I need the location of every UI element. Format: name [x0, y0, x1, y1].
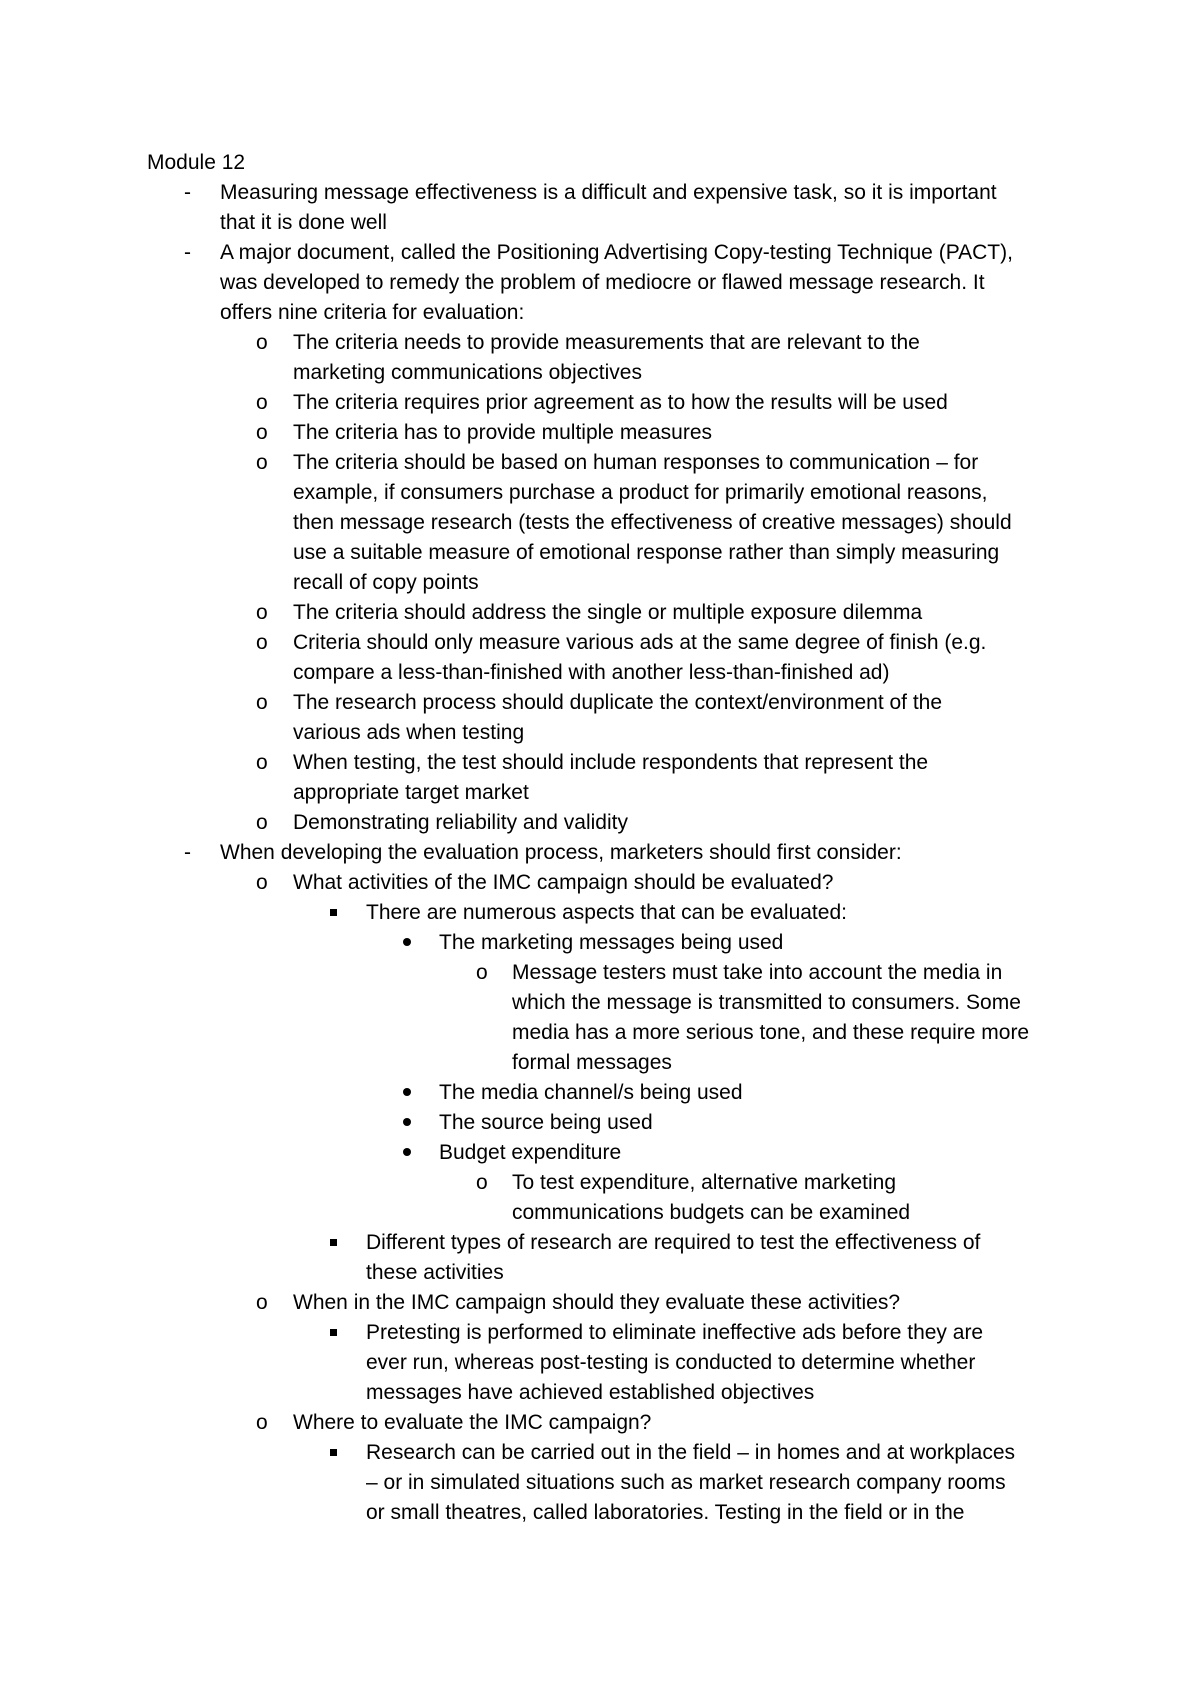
circle-bullet: o	[256, 451, 268, 474]
text-line: Where to evaluate the IMC campaign?	[293, 1411, 652, 1434]
circle-bullet: o	[256, 1411, 268, 1434]
text-line: these activities	[366, 1261, 504, 1284]
text-line: The criteria requires prior agreement as to how the results will be used	[293, 391, 948, 414]
text-line: which the message is transmitted to consumers. Some	[512, 991, 1021, 1014]
text-line: Research can be carried out in the field – in homes and at workplaces	[366, 1441, 1016, 1464]
text-line: then message research (tests the effectiveness of creative messages) should	[293, 511, 1012, 534]
text-line: The media channel/s being used	[439, 1081, 743, 1104]
text-line: The criteria should address the single or multiple exposure dilemma	[293, 601, 923, 624]
text-line: was developed to remedy the problem of mediocre or flawed message research. It	[220, 271, 985, 294]
dot-bullet-icon	[403, 1138, 411, 1168]
text-line: recall of copy points	[293, 571, 479, 594]
text-line: There are numerous aspects that can be evaluated:	[366, 901, 847, 924]
text-line: When testing, the test should include respondents that represent the	[293, 751, 929, 774]
dot-bullet-icon	[403, 928, 411, 958]
text-line: or small theatres, called laboratories. Testing in the field or in the	[366, 1501, 965, 1524]
text-line: Different types of research are required to test the effectiveness of	[366, 1231, 981, 1254]
dot-bullet-icon	[403, 1108, 411, 1138]
module-heading: Module 12	[147, 151, 246, 174]
circle-bullet: o	[256, 691, 268, 714]
circle-bullet: o	[256, 811, 268, 834]
square-bullet-icon	[330, 1438, 337, 1468]
text-line: communications budgets can be examined	[512, 1201, 911, 1224]
square-bullet-icon	[330, 898, 337, 928]
text-line: formal messages	[512, 1051, 672, 1074]
square-bullet-icon	[330, 1318, 337, 1348]
text-line: Message testers must take into account the media in	[512, 961, 1003, 984]
text-line: The criteria has to provide multiple measures	[293, 421, 713, 444]
text-line: What activities of the IMC campaign should be evaluated?	[293, 871, 834, 894]
circle-bullet: o	[256, 751, 268, 774]
dash-bullet: -	[184, 241, 191, 264]
text-line: example, if consumers purchase a product for primarily emotional reasons,	[293, 481, 988, 504]
text-line: media has a more serious tone, and these require more	[512, 1021, 1030, 1044]
circle-bullet: o	[476, 1171, 488, 1194]
text-line: offers nine criteria for evaluation:	[220, 301, 525, 324]
text-line: Pretesting is performed to eliminate ineffective ads before they are	[366, 1321, 984, 1344]
dash-bullet: -	[184, 181, 191, 204]
text-line: ever run, whereas post-testing is conducted to determine whether	[366, 1351, 976, 1374]
dot-bullet-icon	[403, 1078, 411, 1108]
circle-bullet: o	[256, 1291, 268, 1314]
text-line: compare a less-than-finished with another less-than-finished ad)	[293, 661, 890, 684]
text-line: Measuring message effectiveness is a difficult and expensive task, so it is important	[220, 181, 997, 204]
text-line: The criteria needs to provide measurements that are relevant to the	[293, 331, 920, 354]
text-line: Budget expenditure	[439, 1141, 622, 1164]
circle-bullet: o	[476, 961, 488, 984]
text-line: marketing communications objectives	[293, 361, 642, 384]
text-line: When developing the evaluation process, marketers should first consider:	[220, 841, 902, 864]
text-line: The criteria should be based on human responses to communication – for	[293, 451, 979, 474]
circle-bullet: o	[256, 601, 268, 624]
text-line: that it is done well	[220, 211, 387, 234]
dash-bullet: -	[184, 841, 191, 864]
circle-bullet: o	[256, 871, 268, 894]
text-line: use a suitable measure of emotional response rather than simply measuring	[293, 541, 1000, 564]
text-line: various ads when testing	[293, 721, 525, 744]
square-bullet-icon	[330, 1228, 337, 1258]
circle-bullet: o	[256, 631, 268, 654]
text-line: Criteria should only measure various ads at the same degree of finish (e.g.	[293, 631, 987, 654]
text-line: appropriate target market	[293, 781, 529, 804]
text-line: A major document, called the Positioning Advertising Copy-testing Technique (PACT),	[220, 241, 1013, 264]
text-line: To test expenditure, alternative marketing	[512, 1171, 897, 1194]
text-line: The marketing messages being used	[439, 931, 784, 954]
circle-bullet: o	[256, 331, 268, 354]
text-line: The source being used	[439, 1111, 653, 1134]
circle-bullet: o	[256, 421, 268, 444]
text-line: messages have achieved established objectives	[366, 1381, 815, 1404]
text-line: – or in simulated situations such as market research company rooms	[366, 1471, 1006, 1494]
text-line: When in the IMC campaign should they evaluate these activities?	[293, 1291, 901, 1314]
circle-bullet: o	[256, 391, 268, 414]
text-line: The research process should duplicate the context/environment of the	[293, 691, 943, 714]
text-line: Demonstrating reliability and validity	[293, 811, 628, 834]
